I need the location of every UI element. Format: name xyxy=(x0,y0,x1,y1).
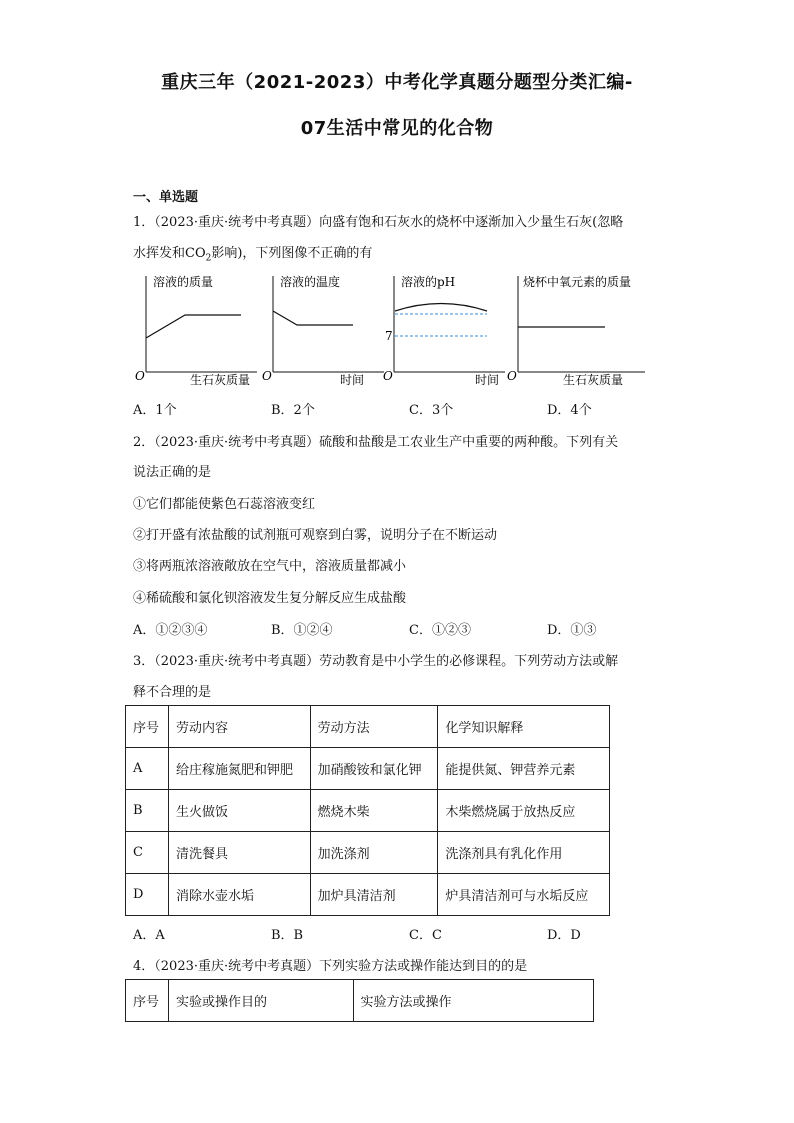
q3-option-c: C．C xyxy=(409,928,442,943)
graph4-origin: O xyxy=(507,369,517,383)
table-row xyxy=(126,748,610,790)
graph3-origin: O xyxy=(383,369,393,383)
q1-option-d: D．4个 xyxy=(547,403,592,418)
graph2-curve xyxy=(273,311,353,325)
table-cell: 加硝酸铵和氯化钾 xyxy=(310,748,438,790)
q1-stem-line1: 1．（2023·重庆·统考中考真题）向盛有饱和石灰水的烧杯中逐渐加入少量生石灰(忽略 xyxy=(133,215,624,230)
q1-option-c: C．3个 xyxy=(409,403,454,418)
graph1-curve xyxy=(146,315,241,338)
q4-header-purpose: 实验或操作目的 xyxy=(168,980,353,1022)
q3-header-explanation: 化学知识解释 xyxy=(438,706,610,748)
table-cell: 消除水壶水垢 xyxy=(168,874,310,916)
q2-option-b: B．①②④ xyxy=(271,623,333,638)
q1-graph-oxygen-mass xyxy=(505,268,655,388)
table-cell: 炉具清洁剂可与水垢反应 xyxy=(438,874,610,916)
q2-statement-1: ①它们都能使紫色石蕊溶液变红 xyxy=(133,497,316,512)
table-cell: D xyxy=(126,874,169,916)
q1-option-b: B．2个 xyxy=(271,403,315,418)
section-heading: 一、单选题 xyxy=(133,190,199,205)
graph1-xlabel: 生石灰质量 xyxy=(190,373,251,387)
q4-header-method: 实验方法或操作 xyxy=(353,980,593,1022)
table-cell: 生火做饭 xyxy=(168,790,310,832)
table-cell: B xyxy=(126,790,169,832)
graph2-ylabel: 溶液的温度 xyxy=(280,275,341,289)
table-cell: 燃烧木柴 xyxy=(310,790,438,832)
graph3-tick-7: 7 xyxy=(385,329,393,343)
q1-options xyxy=(133,399,653,419)
q2-option-d: D．①③ xyxy=(547,623,597,638)
q2-option-c: C．①②③ xyxy=(409,623,471,638)
graph3-ylabel: 溶液的pH xyxy=(401,275,456,289)
table-cell: 能提供氮、钾营养元素 xyxy=(438,748,610,790)
table-cell: A xyxy=(126,748,169,790)
q3-header-index: 序号 xyxy=(126,706,169,748)
q1-graph-solution-mass xyxy=(133,268,258,388)
q2-option-a: A．①②③④ xyxy=(133,623,208,638)
table-cell: 加炉具清洁剂 xyxy=(310,874,438,916)
graph2-origin: O xyxy=(262,369,272,383)
graph4-xlabel: 生石灰质量 xyxy=(563,373,624,387)
q1-graph-solution-temperature xyxy=(260,268,385,388)
table-cell: 给庄稼施氮肥和钾肥 xyxy=(168,748,310,790)
graph3-curve xyxy=(395,304,487,312)
q1-graph-solution-ph xyxy=(381,268,506,388)
table-header-row xyxy=(126,980,594,1022)
graph1-ylabel: 溶液的质量 xyxy=(153,275,214,289)
q3-options xyxy=(133,924,653,944)
document-title-line1: 重庆三年（2021-2023）中考化学真题分题型分类汇编- xyxy=(161,72,633,93)
table-cell: 加洗涤剂 xyxy=(310,832,438,874)
q3-stem-line2: 释不合理的是 xyxy=(133,685,212,700)
q4-table xyxy=(125,979,594,1022)
table-row xyxy=(126,832,610,874)
q3-table xyxy=(125,705,610,916)
q3-header-method: 劳动方法 xyxy=(310,706,438,748)
q2-options xyxy=(133,619,653,639)
table-cell: C xyxy=(126,832,169,874)
q2-stem-line2: 说法正确的是 xyxy=(133,465,212,480)
graph3-xlabel: 时间 xyxy=(475,373,500,387)
table-row xyxy=(126,874,610,916)
q2-statement-3: ③将两瓶浓溶液敞放在空气中，溶液质量都减小 xyxy=(133,559,407,574)
q2-stem-line1: 2．（2023·重庆·统考中考真题）硫酸和盐酸是工农业生产中重要的两种酸。下列有关 xyxy=(133,435,619,450)
graph1-origin: O xyxy=(135,369,145,383)
q1-stem-line2: 水挥发和$CO_2$影响)，下列图像不正确的有 xyxy=(133,246,373,264)
table-cell: 木柴燃烧属于放热反应 xyxy=(438,790,610,832)
q1-option-a: A．1个 xyxy=(133,403,177,418)
q4-header-index: 序号 xyxy=(126,980,169,1022)
q3-option-a: A．A xyxy=(133,928,165,943)
q3-option-b: B．B xyxy=(271,928,304,943)
q2-statement-4: ④稀硫酸和氯化钡溶液发生复分解反应生成盐酸 xyxy=(133,591,407,606)
q4-stem-line1: 4．（2023·重庆·统考中考真题）下列实验方法或操作能达到目的的是 xyxy=(133,959,528,974)
graph4-ylabel: 烧杯中氧元素的质量 xyxy=(523,275,632,289)
table-header-row xyxy=(126,706,610,748)
table-row xyxy=(126,790,610,832)
q2-statement-2: ②打开盛有浓盐酸的试剂瓶可观察到白雾，说明分子在不断运动 xyxy=(133,528,498,543)
q3-header-content: 劳动内容 xyxy=(168,706,310,748)
q3-option-d: D．D xyxy=(547,928,581,943)
table-cell: 洗涤剂具有乳化作用 xyxy=(438,832,610,874)
graph2-xlabel: 时间 xyxy=(340,373,365,387)
document-title-line2: 07生活中常见的化合物 xyxy=(300,118,494,139)
q3-stem-line1: 3．（2023·重庆·统考中考真题）劳动教育是中小学生的必修课程。下列劳动方法或解 xyxy=(133,654,619,669)
table-cell: 清洗餐具 xyxy=(168,832,310,874)
